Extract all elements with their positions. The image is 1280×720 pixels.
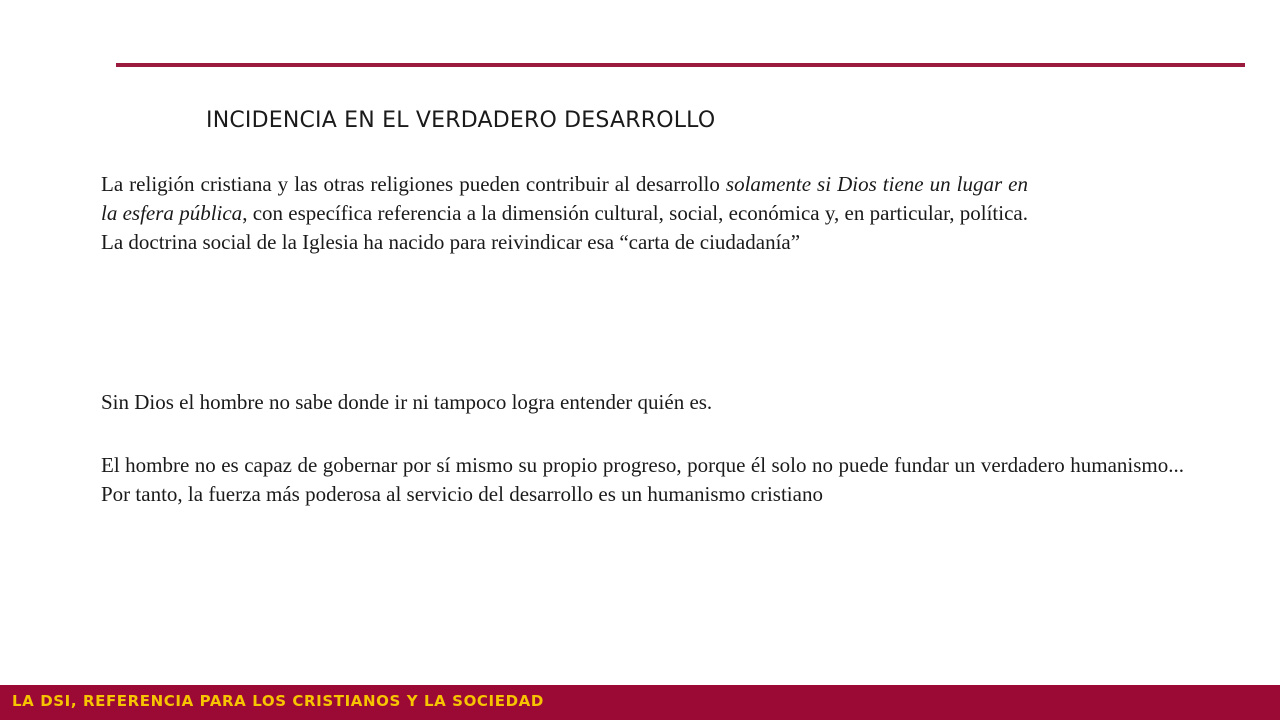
footer-bar [0, 685, 1280, 720]
paragraph-1-text-start: La religión cristiana y las otras religiones pueden contribuir al desarrollo [101, 172, 726, 196]
paragraph-religion-development [101, 170, 1028, 257]
paragraph-without-god: Sin Dios el hombre no sabe donde ir ni tampoco logra entender quién es. [101, 390, 713, 414]
paragraph-1-emphasis: solamente si Dios tiene un lugar en la esfera pública [101, 172, 1028, 225]
paragraph-1-text-end: , con específica referencia a la dimensión cultural, social, económica y, en particular, política. La doctrina social de la Iglesia ha nacido para reivindicar esa “carta de ciudadanía” [101, 201, 1028, 254]
slide-title: INCIDENCIA EN EL VERDADERO DESARROLLO [206, 108, 716, 133]
footer-text: LA DSI, REFERENCIA PARA LOS CRISTIANOS Y LA SOCIEDAD [12, 692, 544, 710]
top-divider-rule [116, 63, 1245, 67]
paragraph-christian-humanism: El hombre no es capaz de gobernar por sí mismo su propio progreso, porque él solo no puede fundar un verdadero humanismo... Por tanto, la fuerza más poderosa al servicio del desarrollo es un humanismo cristiano [101, 453, 1184, 506]
